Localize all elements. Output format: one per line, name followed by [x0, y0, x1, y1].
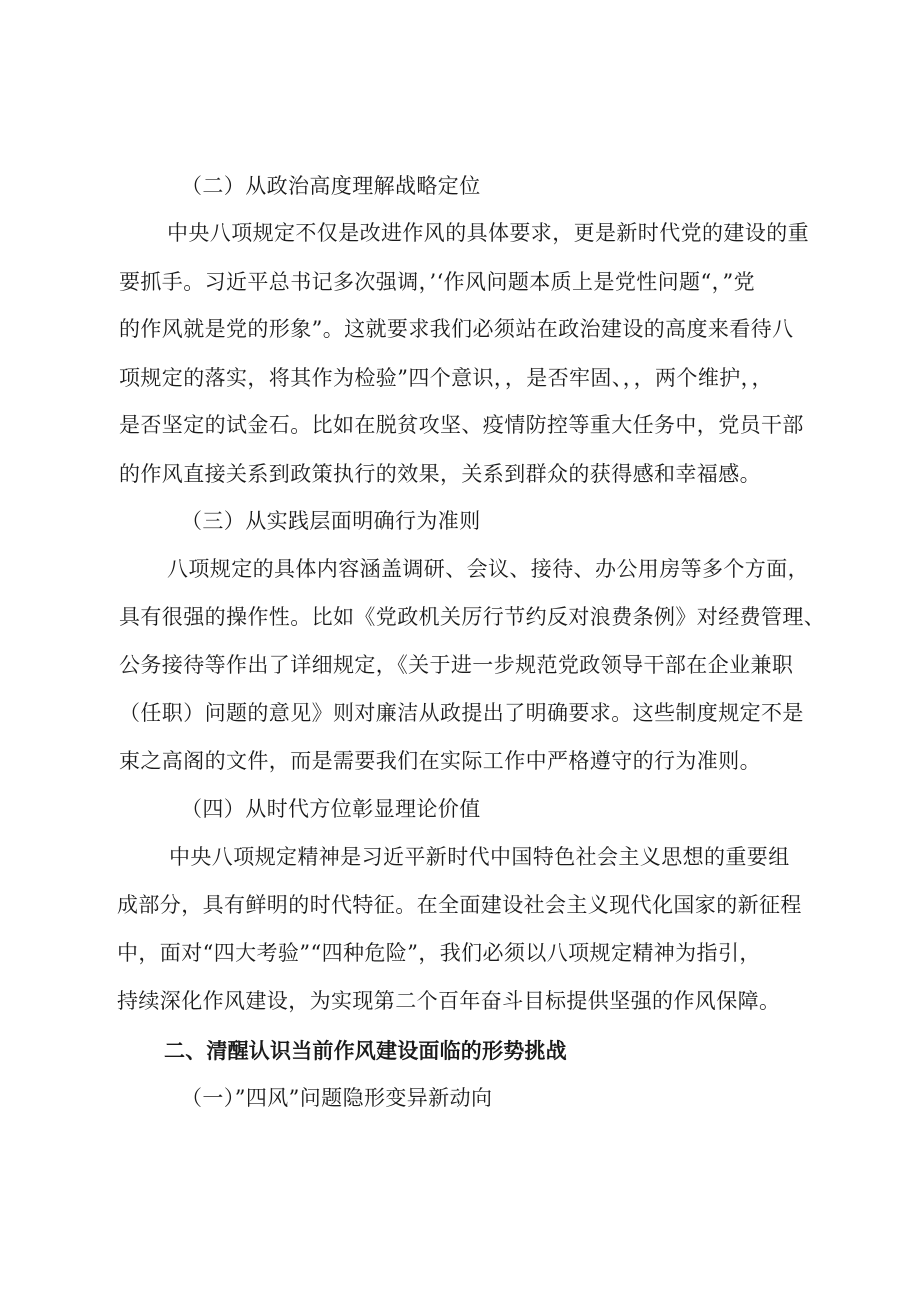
paragraph-line: 八项规定的具体内容涵盖调研、会议、接待、办公用房等多个方面，	[167, 557, 809, 581]
paragraph-line: 中央八项规定精神是习近平新时代中国特色社会主义思想的重要组	[169, 845, 790, 869]
subheading-3: （三）从实践层面明确行为准则	[181, 509, 481, 533]
paragraph-line: 项规定的落实，将其作为检验”四个意识，，是否牢固、，，两个维护，，	[119, 366, 773, 390]
paragraph-line: 持续深化作风建设，为实现第二个百年奋斗目标提供坚强的作风保障。	[117, 989, 781, 1013]
paragraph-line: 中，面对“四大考验”“四种危险”，我们必须以八项规定精神为指引，	[117, 941, 761, 965]
paragraph-line: 是否坚定的试金石。比如在脱贫攻坚、疫情防控等重大任务中，党员干部	[119, 413, 804, 437]
paragraph-line: 具有很强的操作性。比如《党政机关厉行节约反对浪费条例》对经费管理、	[119, 605, 826, 629]
paragraph-line: 要抓手。习近平总书记多次强调，’‘作风问题本质上是党性问题“，”党	[119, 270, 756, 294]
paragraph-line: 中央八项规定不仅是改进作风的具体要求，更是新时代党的建设的重	[167, 221, 809, 245]
subheading-1: （一）”四风”问题隐形变异新动向	[181, 1086, 493, 1110]
section-heading-2: 二、清醒认识当前作风建设面临的形势挑战	[164, 1039, 567, 1063]
paragraph-line: 束之高阁的文件，而是需要我们在实际工作中严格遵守的行为准则。	[119, 749, 761, 773]
paragraph-line: 公务接待等作出了详细规定，《关于进一步规范党政领导干部在企业兼职	[119, 653, 794, 677]
subheading-4: （四）从时代方位彰显理论价值	[181, 797, 481, 821]
paragraph-line: 的作风就是党的形象”。这就要求我们必须站在政治建设的高度来看待八	[119, 317, 794, 341]
paragraph-line: 的作风直接关系到政策执行的效果，关系到群众的获得感和幸福感。	[119, 462, 761, 486]
paragraph-line: 成部分，具有鲜明的时代特征。在全面建设社会主义现代化国家的新征程	[117, 893, 802, 917]
subheading-2: （二）从政治高度理解战略定位	[181, 174, 481, 198]
paragraph-line: （任职）问题的意见》则对廉洁从政提出了明确要求。这些制度规定不是	[119, 701, 804, 725]
